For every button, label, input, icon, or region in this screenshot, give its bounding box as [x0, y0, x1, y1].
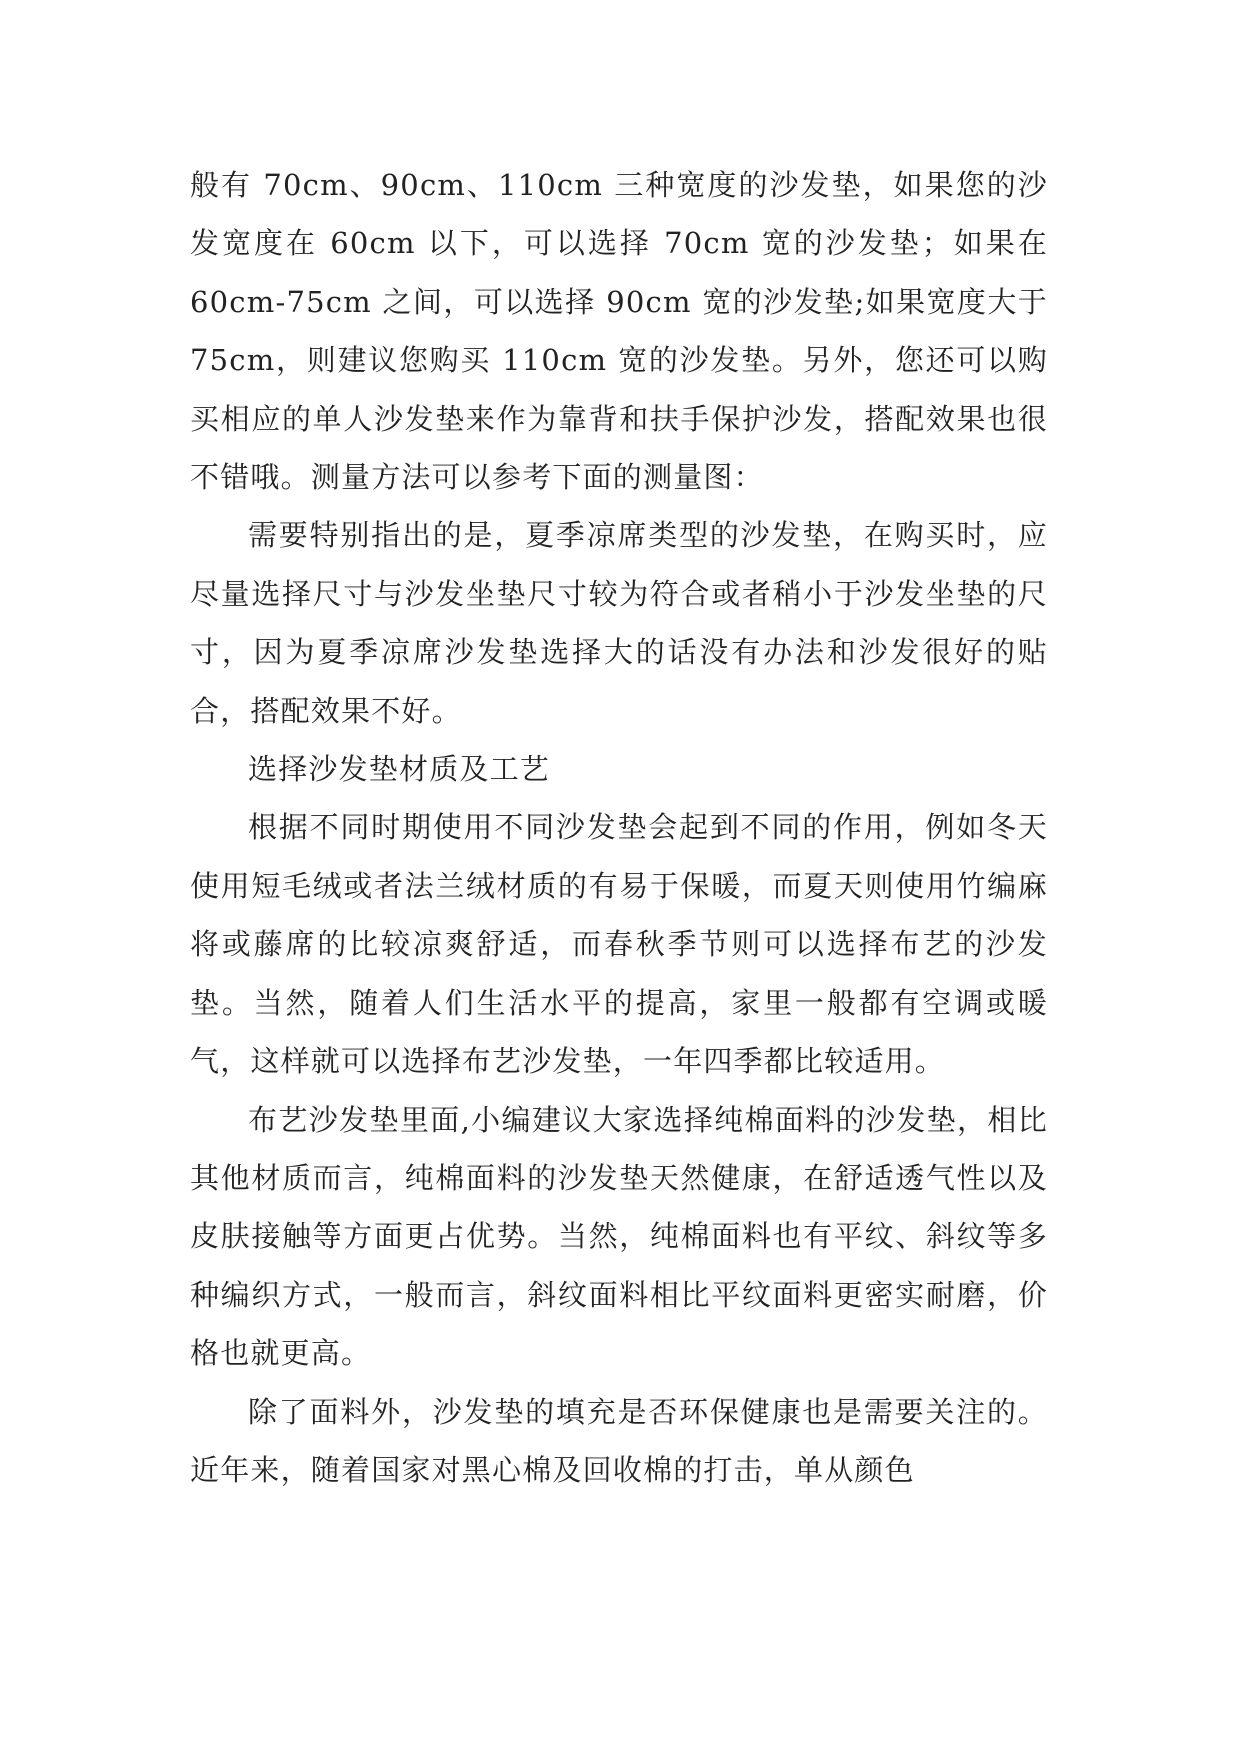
body-paragraph: 需要特别指出的是，夏季凉席类型的沙发垫，在购买时，应尽量选择尺寸与沙发坐垫尺寸较为符合或者稍小于沙发坐垫的尺寸，因为夏季凉席沙发垫选择大的话没有办法和沙发很好的贴合，搭配效果不好。	[190, 518, 1048, 728]
section-heading: 选择沙发垫材质及工艺	[248, 752, 551, 787]
body-paragraph: 布艺沙发垫里面,小编建议大家选择纯棉面料的沙发垫，相比其他材质而言，纯棉面料的沙发垫天然健康，在舒适透气性以及皮肤接触等方面更占优势。当然，纯棉面料也有平纹、斜纹等多种编织方式，一般而言，斜纹面料相比平纹面料更密实耐磨，价格也就更高。	[190, 1102, 1048, 1371]
document-body	[190, 156, 1048, 1499]
body-paragraph: 般有 70cm、90cm、110cm 三种宽度的沙发垫，如果您的沙发宽度在 60cm 以下，可以选择 70cm 宽的沙发垫；如果在 60cm-75cm 之间，可以选择 90cm 宽的沙发垫;如果宽度大于 75cm，则建议您购买 110cm 宽的沙发垫。另外，您还可以购买相应的单人沙发垫来作为靠背和扶手保护沙发，搭配效果也很不错哦。测量方法可以参考下面的测量图：	[190, 168, 1048, 495]
body-paragraph: 根据不同时期使用不同沙发垫会起到不同的作用，例如冬天使用短毛绒或者法兰绒材质的有易于保暖，而夏天则使用竹编麻将或藤席的比较凉爽舒适，而春秋季节则可以选择布艺的沙发垫。当然，随着人们生活水平的提高，家里一般都有空调或暖气，这样就可以选择布艺沙发垫，一年四季都比较适用。	[190, 810, 1048, 1079]
body-paragraph: 除了面料外，沙发垫的填充是否环保健康也是需要关注的。近年来，随着国家对黑心棉及回收棉的打击，单从颜色	[190, 1394, 1048, 1487]
